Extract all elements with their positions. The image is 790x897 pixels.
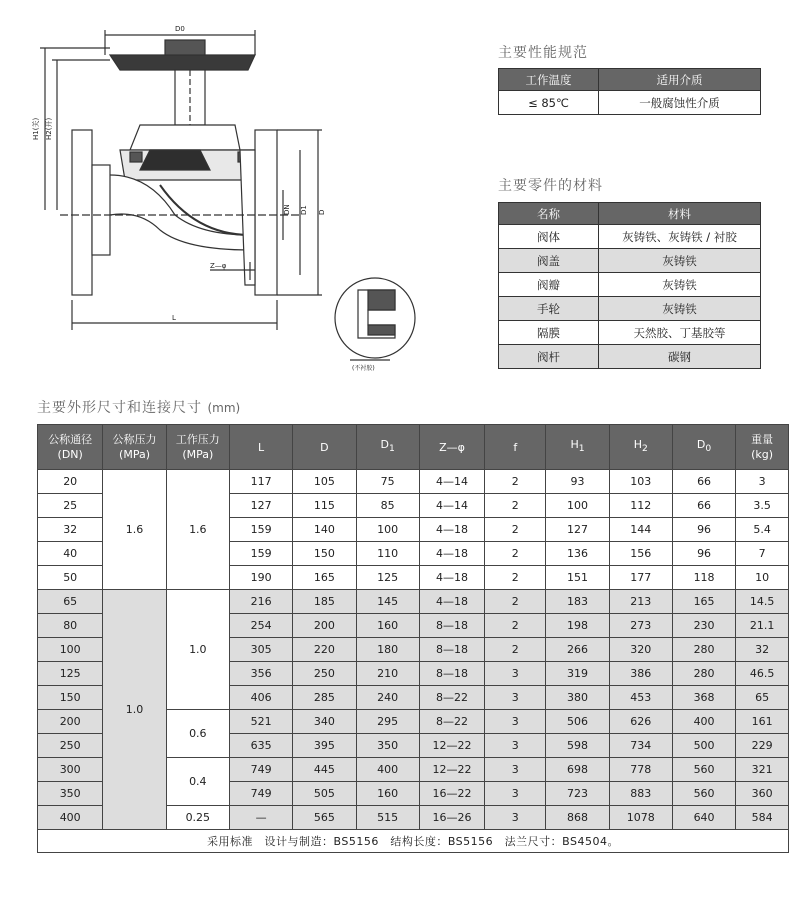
cell-value: 635 [229,734,292,758]
drawing-label-d1: D1 [300,205,308,215]
cell-value: 190 [229,566,292,590]
materials-header-material: 材料 [599,203,761,225]
header-d0: $D_0$ [672,425,735,470]
cell-value: 100 [356,518,419,542]
cell-dn: 100 [38,638,103,662]
cell-wp: 0.4 [166,758,229,806]
cell-value: 2 [485,470,546,494]
cell-wp: 0.25 [166,806,229,830]
cell-value: 3 [485,710,546,734]
material-value: 灰铸铁 [599,297,761,321]
cell-value: 2 [485,542,546,566]
drawing-label-unlined: (不衬胶) [352,365,375,372]
cell-pn: 1.6 [103,470,166,590]
cell-value: 12—22 [419,734,484,758]
header-weight: 重量 (kg) [736,425,789,470]
drawing-label-l: L [172,314,176,322]
cell-value: 723 [546,782,609,806]
cell-dn: 300 [38,758,103,782]
drawing-label-dn: DN [283,204,291,215]
cell-dn: 250 [38,734,103,758]
cell-value: 280 [672,662,735,686]
dims-footer-row [38,830,789,853]
cell-value: 280 [672,638,735,662]
cell-value: 4—18 [419,518,484,542]
cell-value: 165 [293,566,356,590]
cell-value: 778 [609,758,672,782]
cell-value: 883 [609,782,672,806]
cell-value: 220 [293,638,356,662]
materials-title: 主要零件的材料 [498,178,603,194]
cell-value: 160 [356,782,419,806]
cell-value: 2 [485,566,546,590]
cell-value: 85 [356,494,419,518]
cell-value: 8—18 [419,662,484,686]
dims-title-unit: (mm) [207,401,241,415]
cell-value: 144 [609,518,672,542]
cell-value: 12—22 [419,758,484,782]
cell-dn: 20 [38,470,103,494]
cell-value: 240 [356,686,419,710]
cell-value: 66 [672,494,735,518]
cell-dn: 25 [38,494,103,518]
header-dn: 公称通径 (DN) [38,425,103,470]
dims-footer: 采用标准 设计与制造：BS5156 结构长度：BS5156 法兰尺寸：BS4504。 [38,830,789,853]
cell-value: 380 [546,686,609,710]
cell-value: 213 [609,590,672,614]
spec-medium-value: 一般腐蚀性介质 [599,91,761,115]
cell-value: 2 [485,614,546,638]
valve-drawing [0,0,470,385]
cell-value: 159 [229,518,292,542]
cell-value: 198 [546,614,609,638]
cell-value: 360 [736,782,789,806]
cell-value: 3 [485,686,546,710]
cell-value: 161 [736,710,789,734]
cell-value: 4—18 [419,590,484,614]
cell-value: 230 [672,614,735,638]
cell-value: 505 [293,782,356,806]
cell-value: 565 [293,806,356,830]
drawing-label-h2: H2(开) [45,117,53,140]
material-value: 碳钢 [599,345,761,369]
cell-value: 734 [609,734,672,758]
cell-value: 3 [485,662,546,686]
cell-value: 506 [546,710,609,734]
cell-value: 368 [672,686,735,710]
cell-value: 105 [293,470,356,494]
header-h1: $H_1$ [546,425,609,470]
header-h2: $H_2$ [609,425,672,470]
cell-value: 159 [229,542,292,566]
cell-value: 4—18 [419,566,484,590]
cell-value: 2 [485,518,546,542]
cell-value: 93 [546,470,609,494]
drawing-label-d0: D0 [175,25,185,33]
cell-value: 749 [229,758,292,782]
cell-value: 151 [546,566,609,590]
cell-value: 112 [609,494,672,518]
cell-value: 145 [356,590,419,614]
spec-table [498,68,761,115]
cell-value: 8—18 [419,638,484,662]
cell-value: 8—18 [419,614,484,638]
cell-value: 295 [356,710,419,734]
cell-value: 406 [229,686,292,710]
material-part: 阀盖 [499,249,599,273]
cell-value: 1078 [609,806,672,830]
cell-dn: 150 [38,686,103,710]
material-value: 灰铸铁 [599,273,761,297]
table-row [38,590,789,614]
material-value: 天然胶、丁基胶等 [599,321,761,345]
cell-value: 598 [546,734,609,758]
cell-value: 96 [672,518,735,542]
cell-dn: 65 [38,590,103,614]
cell-value: 305 [229,638,292,662]
header-zphi: Z—φ [419,425,484,470]
cell-value: 8—22 [419,710,484,734]
cell-value: 66 [672,470,735,494]
cell-value: 160 [356,614,419,638]
cell-value: 229 [736,734,789,758]
cell-dn: 200 [38,710,103,734]
cell-value: 320 [609,638,672,662]
cell-value: 127 [229,494,292,518]
cell-wp: 1.0 [166,590,229,710]
cell-value: 254 [229,614,292,638]
material-part: 手轮 [499,297,599,321]
material-value: 灰铸铁 [599,249,761,273]
cell-value: 156 [609,542,672,566]
cell-value: 3.5 [736,494,789,518]
header-pn: 公称压力 (MPa) [103,425,166,470]
cell-pn: 1.0 [103,590,166,830]
cell-value: 210 [356,662,419,686]
cell-wp: 0.6 [166,710,229,758]
cell-value: 16—22 [419,782,484,806]
cell-value: 400 [356,758,419,782]
cell-dn: 350 [38,782,103,806]
cell-value: 4—14 [419,470,484,494]
cell-value: 46.5 [736,662,789,686]
cell-value: 127 [546,518,609,542]
header-l: L [229,425,292,470]
material-part: 隔膜 [499,321,599,345]
cell-dn: 400 [38,806,103,830]
cell-value: 117 [229,470,292,494]
cell-value: 453 [609,686,672,710]
cell-value: 321 [736,758,789,782]
cell-value: 521 [229,710,292,734]
material-part: 阀杆 [499,345,599,369]
cell-value: 21.1 [736,614,789,638]
header-wp: 工作压力 (MPa) [166,425,229,470]
dims-title-text: 主要外形尺寸和连接尺寸 [37,400,202,416]
cell-value: 185 [293,590,356,614]
spec-title: 主要性能规范 [498,45,588,61]
cell-value: 180 [356,638,419,662]
cell-dn: 50 [38,566,103,590]
dims-header-row [38,425,789,470]
cell-value: 640 [672,806,735,830]
cell-value: 115 [293,494,356,518]
cell-dn: 32 [38,518,103,542]
cell-value: 75 [356,470,419,494]
cell-value: 10 [736,566,789,590]
cell-dn: 80 [38,614,103,638]
header-d: D [293,425,356,470]
cell-value: 103 [609,470,672,494]
cell-value: 340 [293,710,356,734]
cell-value: 626 [609,710,672,734]
cell-value: 445 [293,758,356,782]
dims-title [37,397,240,417]
cell-value: 698 [546,758,609,782]
cell-value: 266 [546,638,609,662]
cell-value: 350 [356,734,419,758]
header-d1: $D_1$ [356,425,419,470]
drawing-label-zphi: Z—φ [210,262,227,270]
cell-value: 165 [672,590,735,614]
cell-value: 65 [736,686,789,710]
cell-value: 150 [293,542,356,566]
cell-value: 8—22 [419,686,484,710]
cell-value: 200 [293,614,356,638]
cell-value: 110 [356,542,419,566]
cell-value: 216 [229,590,292,614]
cell-value: 3 [485,758,546,782]
dims-table [37,424,789,853]
spec-header-medium: 适用介质 [599,69,761,91]
spec-header-temp: 工作温度 [499,69,599,91]
cell-value: 140 [293,518,356,542]
cell-value: 16—26 [419,806,484,830]
cell-value: 319 [546,662,609,686]
spec-temp-value: ≤ 85℃ [499,91,599,115]
cell-value: 100 [546,494,609,518]
cell-value: 2 [485,494,546,518]
cell-value: 515 [356,806,419,830]
material-part: 阀体 [499,225,599,249]
cell-value: 3 [485,806,546,830]
cell-value: 285 [293,686,356,710]
cell-value: 400 [672,710,735,734]
cell-value: 749 [229,782,292,806]
cell-value: 250 [293,662,356,686]
materials-table [498,202,761,369]
cell-value: 560 [672,758,735,782]
cell-value: — [229,806,292,830]
cell-value: 4—18 [419,542,484,566]
cell-value: 177 [609,566,672,590]
cell-dn: 125 [38,662,103,686]
cell-value: 118 [672,566,735,590]
cell-value: 7 [736,542,789,566]
material-value: 灰铸铁、灰铸铁 / 衬胶 [599,225,761,249]
cell-value: 183 [546,590,609,614]
materials-header-name: 名称 [499,203,599,225]
drawing-label-h1: H1(关) [32,117,40,140]
cell-value: 125 [356,566,419,590]
dims-body [38,470,789,830]
cell-value: 3 [736,470,789,494]
cell-value: 3 [485,734,546,758]
cell-value: 5.4 [736,518,789,542]
cell-value: 500 [672,734,735,758]
cell-dn: 40 [38,542,103,566]
cell-value: 96 [672,542,735,566]
cell-value: 3 [485,782,546,806]
cell-value: 868 [546,806,609,830]
drawing-label-d: D [318,209,326,215]
cell-value: 386 [609,662,672,686]
cell-value: 273 [609,614,672,638]
cell-value: 14.5 [736,590,789,614]
cell-value: 2 [485,590,546,614]
cell-value: 4—14 [419,494,484,518]
table-row [38,470,789,494]
cell-value: 2 [485,638,546,662]
cell-value: 136 [546,542,609,566]
material-part: 阀瓣 [499,273,599,297]
cell-value: 32 [736,638,789,662]
cell-value: 560 [672,782,735,806]
cell-value: 395 [293,734,356,758]
cell-value: 356 [229,662,292,686]
cell-wp: 1.6 [166,470,229,590]
header-f: f [485,425,546,470]
cell-value: 584 [736,806,789,830]
